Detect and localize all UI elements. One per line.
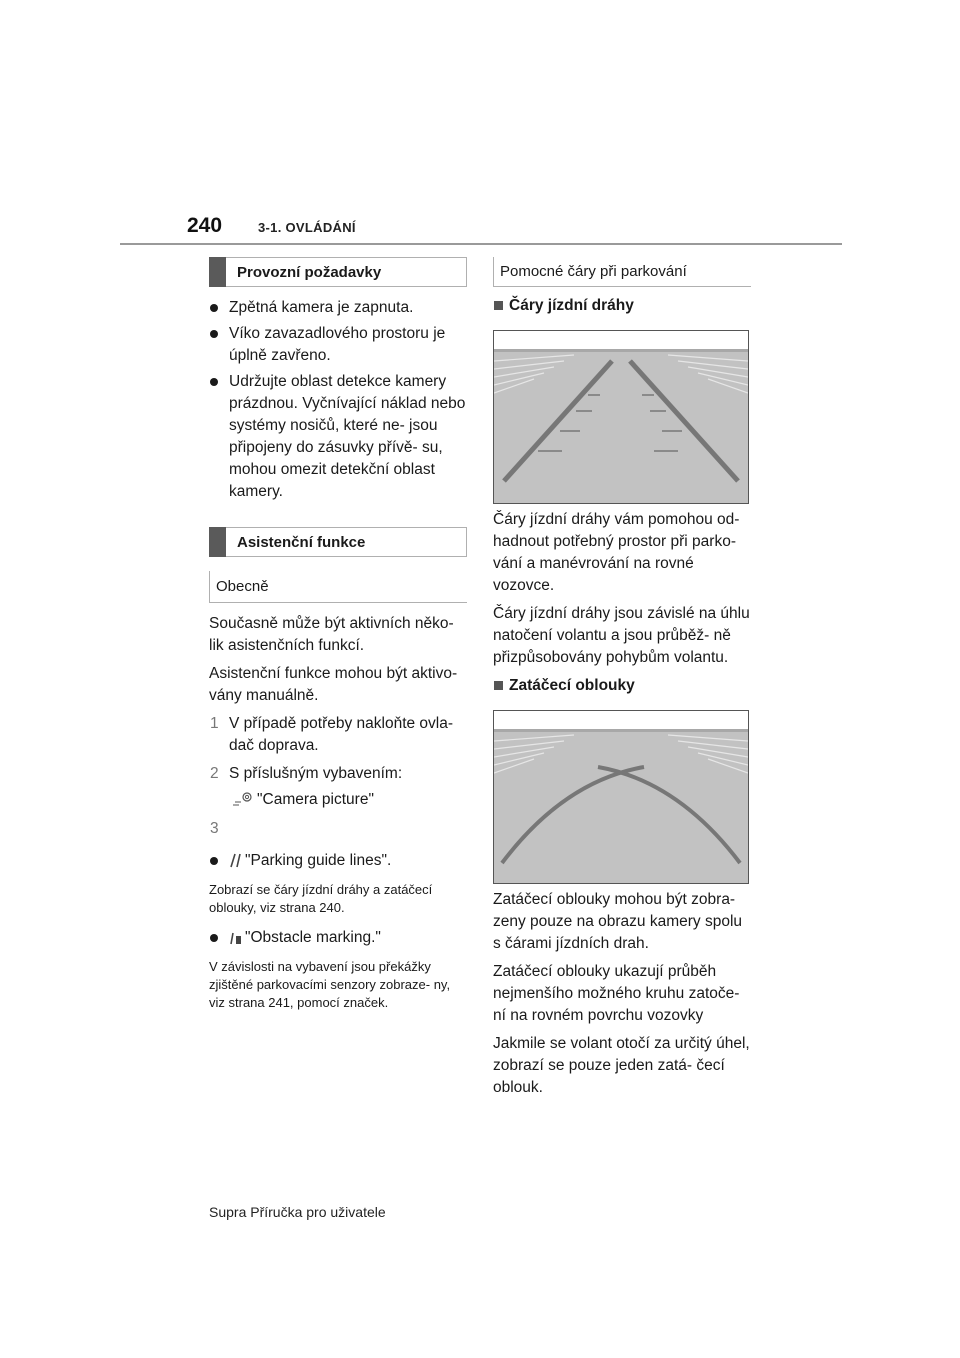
paragraph: Jakmile se volant otočí za určitý úhel, zobrazí se pouze jeden zatá- čecí oblouk.: [493, 1035, 750, 1096]
box-tab: [209, 257, 226, 287]
right-column: [493, 257, 751, 1099]
list-item: [209, 297, 467, 319]
box-parking-lines: [493, 257, 751, 287]
parking-lines-icon: [229, 852, 243, 875]
box-tab: [209, 527, 226, 557]
bullet-icon: [210, 934, 218, 942]
paragraph: Čáry jízdní dráhy jsou závislé na úhlu natočení volantu a jsou průběž- ně přizpůsobovány pohybům volantu.: [493, 605, 750, 666]
section-title: 3-1. OVLÁDÁNÍ: [258, 220, 356, 235]
list-item: [209, 323, 467, 367]
list-item-text: Udržujte oblast detekce kamery prázdnou. Vyčnívající náklad nebo systémy nosičů, které ne- jsou připojeny do zásuvky přívě- su, mohou omezit detekční oblast kamery.: [229, 373, 466, 500]
header-rule: [120, 243, 842, 245]
turning-arcs-picture: [493, 710, 749, 884]
bullet-icon: [210, 304, 218, 312]
paragraph: Asistenční funkce mohou být aktivo- vány manuálně.: [209, 665, 458, 704]
camera-icon: [231, 791, 255, 814]
step-text: V případě potřeby nakloňte ovla- dač doprava.: [229, 715, 454, 754]
box-title: Obecně: [216, 578, 269, 595]
list-item: [209, 850, 467, 875]
step-1: [209, 713, 467, 757]
subheading-text: Zatáčecí oblouky: [509, 677, 635, 694]
step-2: [209, 763, 467, 785]
page-number: 240: [187, 214, 223, 237]
paragraph: Čáry jízdní dráhy vám pomohou od- hadnout potřebný prostor při parko- vání a manévrování na rovné vozovce.: [493, 511, 740, 594]
box-operating-requirements: [209, 257, 467, 287]
list-item-text: Víko zavazadlového prostoru je úplně zavřeno.: [229, 325, 446, 364]
list-item-text: "Parking guide lines".: [245, 852, 392, 869]
square-bullet-icon: [494, 681, 503, 690]
box-title: Provozní požadavky: [237, 263, 382, 281]
bullet-icon: [210, 330, 218, 338]
bullet-icon: [210, 857, 218, 865]
list-item-text: Zpětná kamera je zapnuta.: [229, 299, 414, 316]
step-3: [209, 818, 467, 840]
camera-picture-option: [209, 789, 467, 814]
step-number: 2: [210, 765, 219, 782]
note: Zobrazí se čáry jízdní dráhy a zatáčecí oblouky, viz strana 240.: [209, 882, 433, 915]
box-general: [209, 571, 467, 603]
list-item-text: "Obstacle marking.": [245, 929, 381, 946]
left-column: [209, 257, 467, 1012]
paragraph: Zatáčecí oblouky ukazují průběh nejmenšího možného kruhu zatoče- ní na rovném povrchu vozovky: [493, 963, 740, 1024]
step-text: S příslušným vybavením:: [229, 765, 403, 782]
paragraph: Zatáčecí oblouky mohou být zobra- zeny pouze na obrazu kamery spolu s čárami jízdních drah.: [493, 891, 743, 952]
lane-lines-picture: [493, 330, 749, 504]
box-assist-functions: [209, 527, 467, 557]
paragraph: Současně může být aktivních něko- lik asistenčních funkcí.: [209, 615, 454, 654]
bullet-icon: [210, 378, 218, 386]
subheading-text: Čáry jízdní dráhy: [509, 297, 634, 314]
note: V závislosti na vybavení jsou překážky zjištěné parkovacími senzory zobraze- ny, viz strana 241, pomocí značek.: [209, 959, 451, 1010]
option-text: "Camera picture": [257, 791, 374, 808]
square-bullet-icon: [494, 301, 503, 310]
step-number: 1: [210, 715, 219, 732]
list-item: [209, 927, 467, 952]
box-title: Pomocné čáry při parkování: [500, 263, 687, 280]
box-title: Asistenční funkce: [237, 533, 366, 551]
subheading: [493, 295, 751, 317]
list-item: [209, 371, 467, 503]
subheading: [493, 675, 751, 697]
step-number: 3: [210, 820, 219, 837]
footer-text: Supra Příručka pro uživatele: [209, 1204, 386, 1220]
obstacle-marking-icon: [229, 929, 243, 952]
